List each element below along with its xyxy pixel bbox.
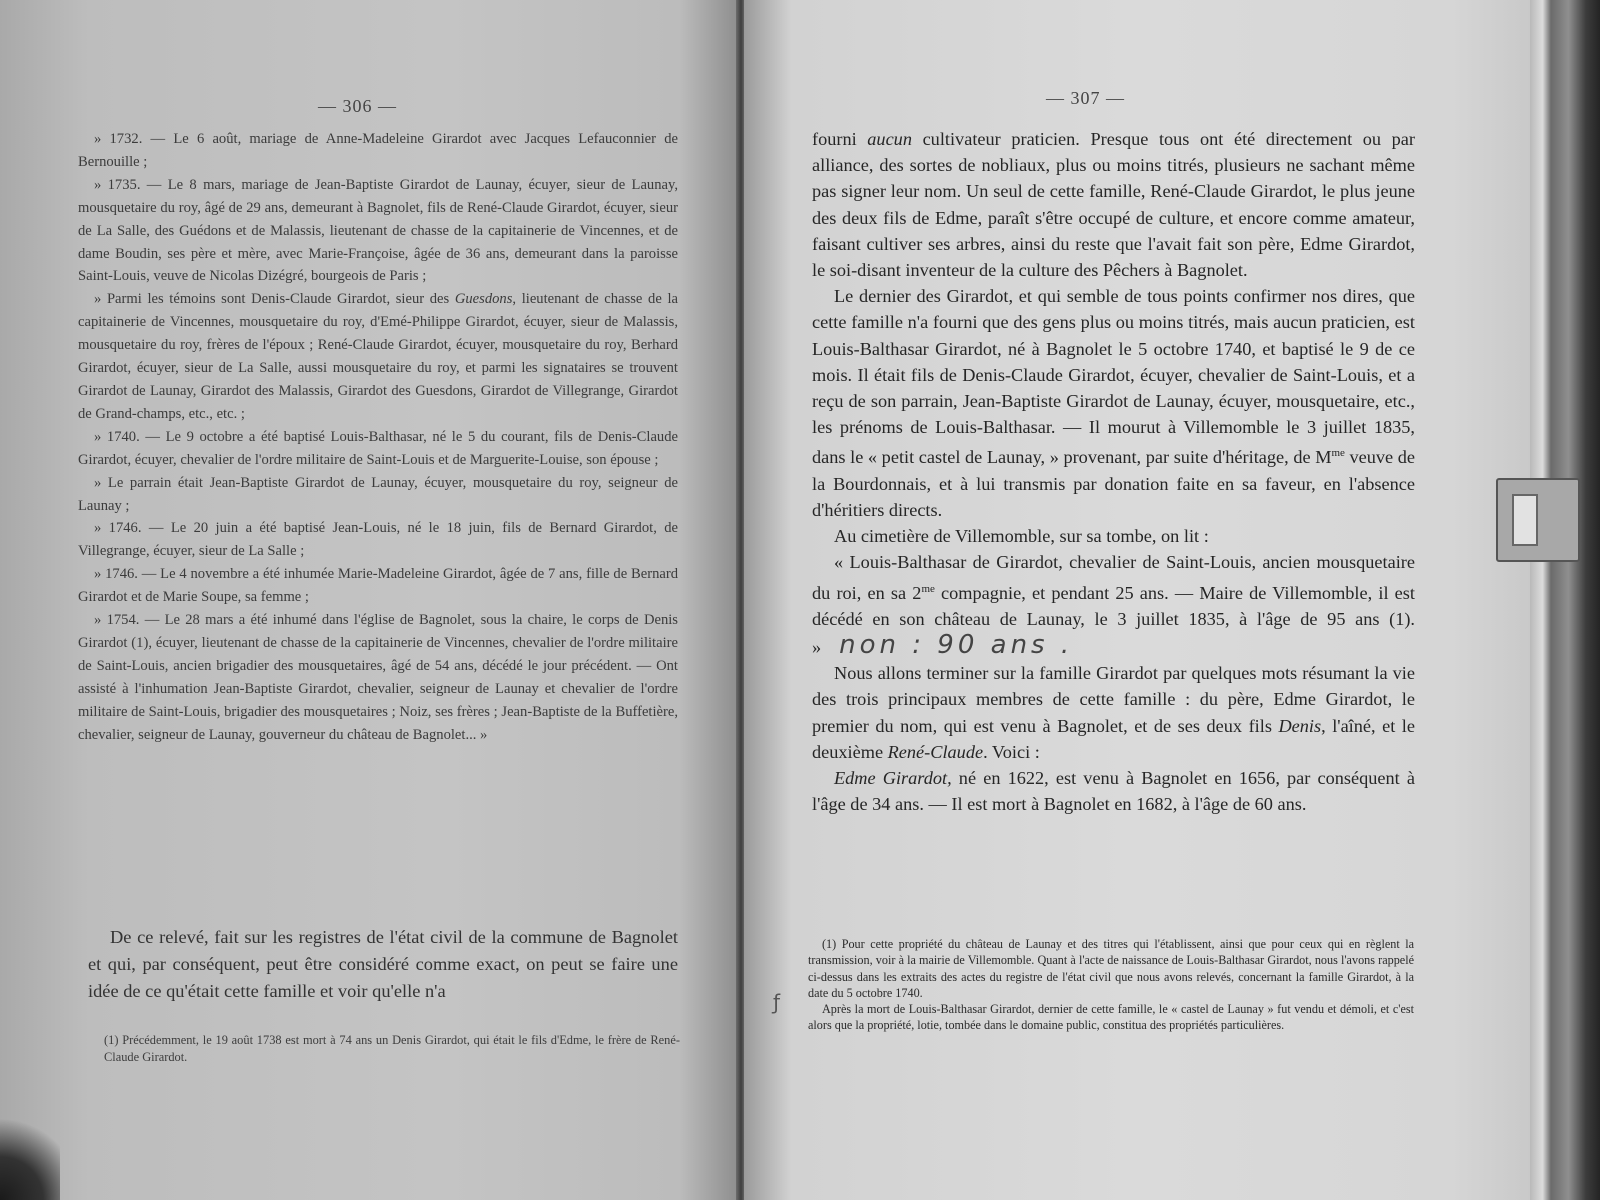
closing-paragraph-block	[88, 924, 678, 1005]
entry-1746-june: » 1746. — Le 20 juin a été baptisé Jean-Louis, né le 18 juin, fils de Bernard Girardot, de Villegrange, écuyer, sieur de La Salle ;	[78, 520, 678, 560]
closing-paragraph: De ce relevé, fait sur les registres de l'état civil de la commune de Bagnolet et qui, par conséquent, peut être considéré comme exact, on peut se faire une idée de ce qu'était cette famille et voir qu'elle n'a	[88, 927, 678, 1001]
paragraph-5: Nous allons terminer sur la famille Girardot par quelques mots résumant la vie des trois principaux membres de cette famille : du père, Edme Girardot, le premier du nom, qui est venu à Bagnolet, et de ses deux fils Denis, l'aîné, et le deuxième René-Claude. Voici :	[812, 663, 1415, 762]
entry-1746-november: » 1746. — Le 4 novembre a été inhumée Marie-Madeleine Girardot, âgée de 7 ans, fille de Bernard Girardot et de Marie Soupe, sa femme ;	[78, 566, 678, 606]
page-number-left: — 306 —	[318, 96, 397, 116]
entry-1732: » 1732. — Le 6 août, mariage de Anne-Madeleine Girardot avec Jacques Lefauconnier de Bernouille ;	[78, 131, 678, 170]
paragraph-3: Au cimetière de Villemomble, sur sa tombe, on lit :	[834, 526, 1209, 547]
entry-1735: » 1735. — Le 8 mars, mariage de Jean-Baptiste Girardot de Launay, écuyer, sieur de Launay, mousquetaire du roy, âgé de 29 ans, demeurant à Bagnolet, fils de René-Claude Girardot, écuyer, sieur de La Salle, des Guédons et de Malassis, lieutenant de chasse de la capitainerie de Vincennes, et de dame Boudin, ses père et mère, avec Marie-Françoise, âgée de 36 ans, demeurant dans la paroisse Saint-Louis, veuve de Nicolas Dizégré, bourgeois de Paris ;	[78, 176, 678, 285]
main-text-right	[812, 126, 1415, 817]
entry-1740: » 1740. — Le 9 octobre a été baptisé Louis-Balthasar, né le 5 du courant, fils de Denis-Claude Girardot, écuyer, chevalier de l'ordre militaire de Saint-Louis et de Marguerite-Louise, son épouse ;	[78, 428, 678, 468]
entry-witnesses: » Parmi les témoins sont Denis-Claude Girardot, sieur des Guesdons, lieutenant de chasse de la capitainerie de Vincennes, mousquetaire du roy, d'Emé-Philippe Girardot, écuyer, sieur de Malassis, mousquetaire du roy, frères de l'époux ; René-Claude Girardot, écuyer, mousquetaire du roy, Berhard Girardot, écuyer, sieur de La Salle, aussi mousquetaire du roy, et parmi les signataires se trouvent Girardot de Launay, Girardot des Malassis, Girardot des Guesdons, Girardot de Villegrange, Girardot de Grand-champs, etc., etc. ;	[78, 291, 678, 422]
footnote-left-text: (1) Précédemment, le 19 août 1738 est mort à 74 ans un Denis Girardot, qui était le fils d'Edme, le frère de René-Claude Girardot.	[104, 1033, 680, 1064]
italic-edme: Edme Girardot,	[834, 768, 952, 789]
left-page	[0, 0, 738, 1200]
footnote-left	[104, 1032, 680, 1066]
footnote-right-2: Après la mort de Louis-Balthasar Girardot, dernier de cette famille, le « castel de Launay » fut vendu et démoli, et c'est alors que la propriété, lotie, tombée dans le domaine public, constitua des propriétés particulières.	[808, 1002, 1414, 1033]
margin-pencil-mark: ƒ	[773, 990, 781, 1014]
right-page	[744, 0, 1530, 1200]
register-extracts	[78, 128, 678, 746]
footnotes-right	[808, 936, 1414, 1034]
page-number-right: — 307 —	[1046, 88, 1125, 108]
paragraph-6: Edme Girardot, né en 1622, est venu à Bagnolet en 1656, par conséquent à l'âge de 34 ans. — Il est mort à Bagnolet en 1682, à l'âge de 60 ans.	[812, 768, 1415, 815]
handwritten-annotation: non : 90 ans .	[839, 630, 1074, 661]
italic-aucun: aucun	[867, 129, 912, 149]
binder-edge	[1530, 0, 1600, 1200]
binder-clip	[1496, 478, 1580, 562]
paragraph-2: Le dernier des Girardot, et qui semble de tous points confirmer nos dires, que cette famille n'a fourni que des gens plus ou moins titrés, mais aucun praticien, est Louis-Balthasar Girardot, né à Bagnolet le 5 octobre 1740, et baptisé le 9 de ce mois. Il était fils de Denis-Claude Girardot, écuyer, chevalier de Saint-Louis, et a reçu de son parrain, Jean-Baptiste Girardot de Launay, écuyer, mousquetaire, etc., les prénoms de Louis-Balthasar. — Il mourut à Villemomble le 3 juillet 1835, dans le « petit castel de Launay, » provenant, par suite d'héritage, de $M^{me}$ veuve de la Bourdonnais, et à lui transmis par donation faite en sa faveur, en l'absence d'héritiers directs.	[812, 286, 1415, 520]
entry-1754: » 1754. — Le 28 mars a été inhumé dans l'église de Bagnolet, sous la chaire, le corps de Denis Girardot (1), écuyer, lieutenant de chasse de la capitainerie de Vincennes, chevalier de l'ordre militaire de Saint-Louis, ancien brigadier des mousquetaires, âgé de 54 ans, décédé le jour précédent. — Ont assisté à l'inhumation Jean-Baptiste Girardot, chevalier, seigneur de Launay et chevalier de l'ordre militaire de Saint-Louis, brigadier des mousquetaires ; Noiz, ses frères ; Jean-Baptiste de la Buffetière, chevalier, seigneur de Launay, gouverneur du château de Bagnolet... »	[78, 612, 678, 743]
italic-guesdons: Guesdons	[454, 291, 513, 308]
italic-rene-claude: René-Claude	[887, 741, 984, 762]
epitaph-quote: « Louis-Balthasar de Girardot, chevalier de Saint-Louis, ancien mousquetaire du roi, en sa $2^{me}$ compagnie, et pendant 25 ans. — Maire de Villemomble, il est décédé en son château de Launay, le 3 juillet 1835, à l'âge de 95 ans (1). » non : 90 ans .	[812, 552, 1415, 661]
paragraph-1: fourni aucun cultivateur praticien. Presque tous ont été directement ou par alliance, des sortes de nobliaux, plus ou moins titrés, plusieurs ne sachant même pas signer leur nom. Un seul de cette famille, René-Claude Girardot, le plus jeune des deux fils de Edme, paraît s'être occupé de culture, et encore comme amateur, faisant cultiver ses arbres, ainsi du reste que l'avait fait son père, Edme Girardot, le soi-disant inventeur de la culture des Pêchers à Bagnolet.	[812, 129, 1415, 281]
corner-shadow	[0, 1110, 60, 1200]
footnote-right-1: (1) Pour cette propriété du château de Launay et des titres qui l'établissent, ainsi que pour ceux qui en règlent la transmission, voir à la mairie de Villemomble. Quant à l'acte de naissance de Louis-Balthasar Girardot, nous l'avons rappelé ci-dessus dans les extraits des actes du registre de l'état civil que nous avons relevés, concernant la famille Girardot, à la date du 5 octobre 1740.	[808, 937, 1414, 1000]
italic-denis: Denis	[1278, 715, 1322, 736]
entry-godfather: » Le parrain était Jean-Baptiste Girardot de Launay, écuyer, mousquetaire du roy, seigneur de Launay ;	[78, 474, 678, 514]
